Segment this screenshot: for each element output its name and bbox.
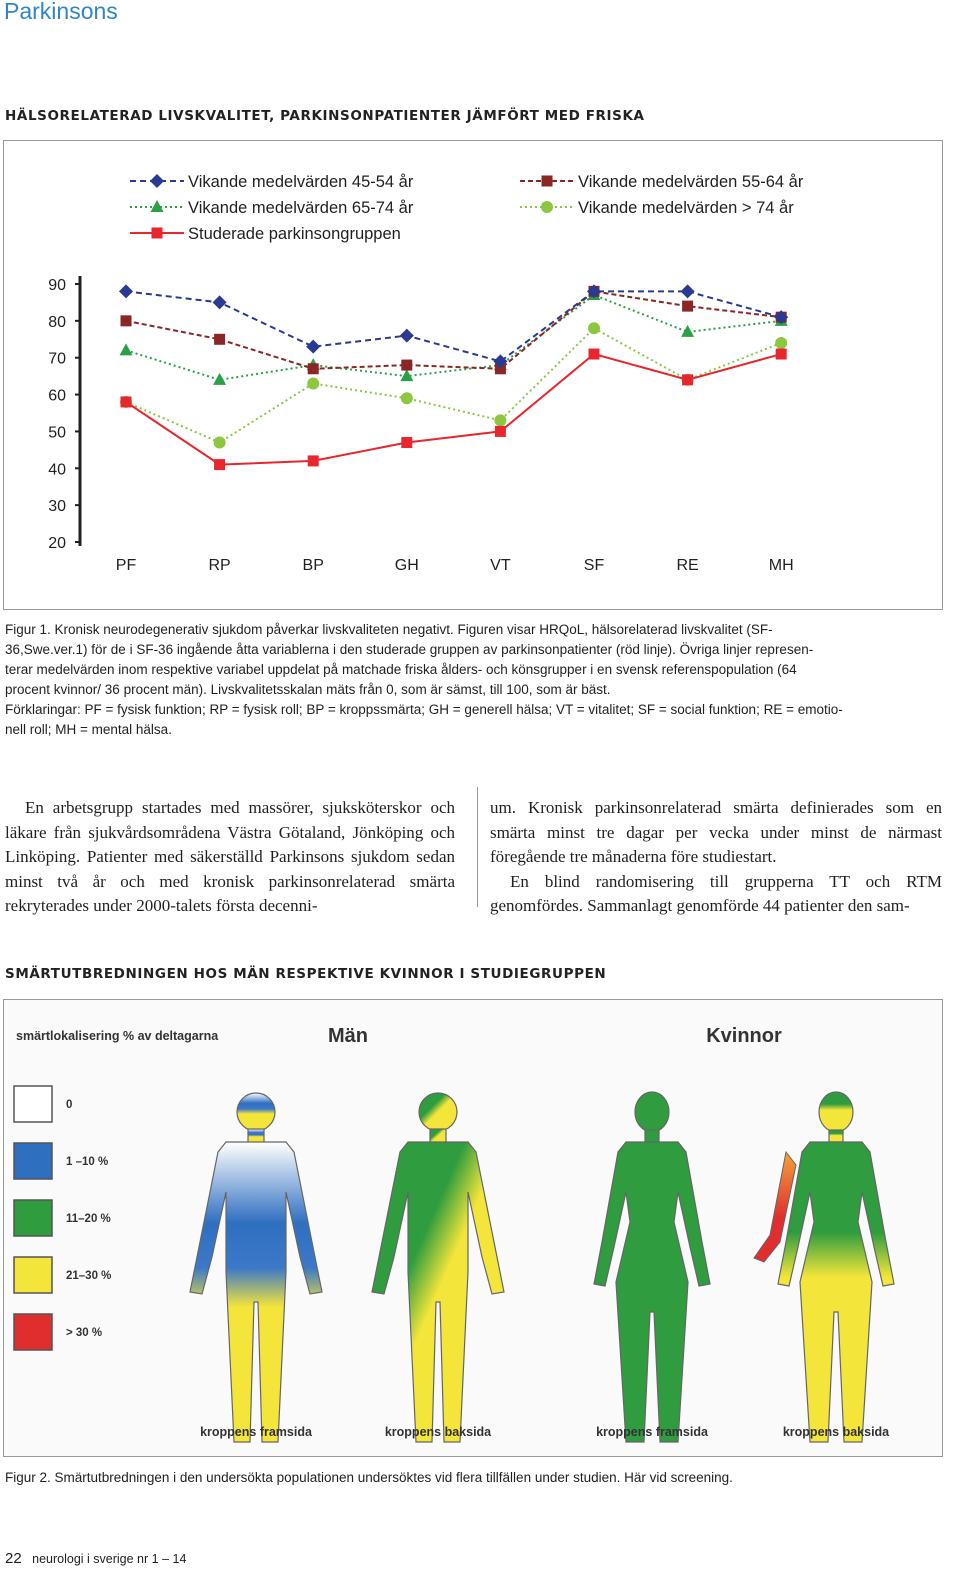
- data-point-marker: [213, 295, 227, 309]
- page-footer: [5, 1550, 186, 1568]
- group-label-women: Kvinnor: [706, 1025, 782, 1047]
- x-tick-label: VT: [490, 557, 511, 574]
- legend-swatch: [14, 1257, 52, 1293]
- data-point-marker: [775, 337, 787, 349]
- data-point-marker: [495, 426, 506, 437]
- y-tick-label: 20: [48, 535, 66, 552]
- caption-line: procent kvinnor/ 36 procent män). Livskvalitetsskalan mäts från 0, som är sämst, till 100, som är bäst.: [5, 682, 611, 697]
- y-tick-label: 40: [48, 461, 66, 479]
- column-divider: [477, 787, 478, 907]
- legend-label: Vikande medelvärden > 74 år: [578, 199, 794, 217]
- data-point-marker: [776, 349, 787, 360]
- group-label-men: Män: [328, 1025, 368, 1047]
- body-left-column: [5, 796, 455, 919]
- data-point-marker: [401, 437, 412, 448]
- legend-marker: [152, 228, 163, 239]
- page-number: 22: [5, 1550, 22, 1567]
- data-point-marker: [400, 329, 414, 343]
- legend-marker: [541, 201, 553, 213]
- data-point-marker: [681, 284, 695, 298]
- x-tick-label: RP: [208, 557, 231, 574]
- data-point-marker: [494, 414, 506, 426]
- legend-swatch: [14, 1086, 52, 1122]
- data-point-marker: [682, 374, 693, 385]
- body-paragraph: En blind randomisering till grupperna TT och RTM genomfördes. Sammanlagt genomförde 44 patienter den sam-: [490, 871, 942, 915]
- y-tick-label: 70: [48, 350, 66, 368]
- legend-label: Studerade parkinsongruppen: [188, 225, 401, 243]
- caption-line: Figur 1. Kronisk neurodegenerativ sjukdom påverkar livskvaliteten negativt. Figuren visar HRQoL, hälsorelaterad livskvalitet (SF-: [5, 622, 773, 637]
- x-tick-label: SF: [583, 557, 605, 574]
- caption-line: 36,Swe.ver.1) för de i SF-36 ingående åtta variablerna i den studerade gruppen av parkinsonpatienter (röd linje). Övriga linjer represen-: [5, 642, 814, 657]
- data-point-marker: [121, 315, 132, 326]
- caption-line: nell roll; MH = mental hälsa.: [5, 722, 172, 737]
- data-point-marker: [681, 325, 694, 337]
- legend-swatch: [14, 1314, 52, 1350]
- data-point-marker: [401, 360, 412, 371]
- x-tick-label: PF: [115, 557, 137, 574]
- legend-item-label: 21–30 %: [66, 1270, 112, 1282]
- view-label: kroppens framsida: [596, 1425, 708, 1439]
- legend-item-label: > 30 %: [66, 1327, 103, 1339]
- section-heading-quality-of-life: HÄLSORELATERAD LIVSKVALITET, PARKINSONPATIENTER JÄMFÖRT MED FRISKA: [5, 108, 645, 124]
- publication-name: neurologi i sverige nr 1 – 14: [32, 1552, 187, 1566]
- body-paragraph: En arbetsgrupp startades med massörer, sjuksköterskor och läkare från sjukvårdsområdena Västra Götaland, Jönköping och Linköping. Patienter med säkerställd Parkinsons sjukdom sedan minst två år och med kronisk parkinsonrelaterad smärta rekryterades under 2000-talets första decenni-: [5, 798, 455, 915]
- figure1-line-chart: [4, 141, 942, 609]
- y-tick-label: 50: [48, 424, 66, 442]
- legend-item-label: 11–20 %: [66, 1213, 111, 1225]
- data-point-marker: [120, 343, 133, 355]
- y-tick-label: 60: [48, 387, 66, 405]
- body-right-column: [490, 796, 942, 919]
- data-point-marker: [401, 392, 413, 404]
- legend-label: Vikande medelvärden 55-64 år: [578, 173, 804, 191]
- caption-line: terar medelvärden inom respektive variabel uppdelat på matchade friska ålders- och könsgrupper i en svensk referenspopulation (64: [5, 662, 797, 677]
- legend-swatch: [14, 1143, 52, 1179]
- data-point-marker: [308, 363, 319, 374]
- legend-title: smärtlokalisering % av deltagarna: [16, 1029, 219, 1043]
- male-back-figure: [372, 1093, 504, 1442]
- y-tick-label: 90: [48, 277, 66, 294]
- view-label: kroppens baksida: [782, 1425, 890, 1439]
- figure2-frame: [3, 999, 943, 1457]
- y-tick-label: 30: [48, 498, 66, 516]
- page-header-title: Parkinsons: [4, 0, 118, 24]
- legend-item-label: 1 –10 %: [66, 1156, 109, 1168]
- x-tick-label: RE: [676, 557, 699, 574]
- figure2-body-map: [4, 1000, 942, 1456]
- legend-label: Vikande medelvärden 65-74 år: [188, 199, 414, 217]
- data-point-marker: [214, 436, 226, 448]
- data-point-marker: [214, 334, 225, 345]
- x-tick-label: BP: [302, 557, 324, 574]
- data-point-marker: [682, 301, 693, 312]
- data-point-marker: [213, 373, 226, 385]
- data-point-marker: [119, 284, 133, 298]
- data-point-marker: [307, 378, 319, 390]
- series-line: [126, 328, 781, 442]
- body-paragraph: um. Kronisk parkinsonrelaterad smärta definierades som en smärta minst tre dagar per vecka under minst de närmast föregående tre månaderna före studiestart.: [490, 798, 942, 866]
- legend-marker: [150, 174, 164, 188]
- y-tick-label: 80: [48, 313, 66, 331]
- data-point-marker: [121, 396, 132, 407]
- data-point-marker: [306, 340, 320, 354]
- data-point-marker: [308, 455, 319, 466]
- view-label: kroppens framsida: [200, 1425, 312, 1439]
- caption-line: Förklaringar: PF = fysisk funktion; RP = fysisk roll; BP = kroppssmärta; GH = generell hälsa; VT = vitalitet; SF = social funktion; RE = emotio-: [5, 702, 843, 717]
- data-point-marker: [588, 322, 600, 334]
- figure2-caption: Figur 2. Smärtutbredningen i den undersökta populationen undersöktes vid flera tillfällen under studien. Här vid screening.: [5, 1470, 733, 1485]
- data-point-marker: [589, 349, 600, 360]
- legend-marker: [542, 176, 553, 187]
- section-heading-pain-distribution: SMÄRTUTBREDNINGEN HOS MÄN RESPEKTIVE KVINNOR I STUDIEGRUPPEN: [5, 966, 607, 982]
- view-label: kroppens baksida: [384, 1425, 492, 1439]
- female-front-figure: [594, 1092, 710, 1442]
- male-front-figure: [190, 1093, 322, 1442]
- legend-item-label: 0: [66, 1099, 73, 1111]
- legend-swatch: [14, 1200, 52, 1236]
- data-point-marker: [214, 459, 225, 470]
- x-tick-label: GH: [394, 557, 419, 574]
- figure1-frame: [3, 140, 943, 610]
- x-tick-label: MH: [768, 557, 794, 574]
- legend-label: Vikande medelvärden 45-54 år: [188, 173, 414, 191]
- female-back-figure: [778, 1092, 894, 1442]
